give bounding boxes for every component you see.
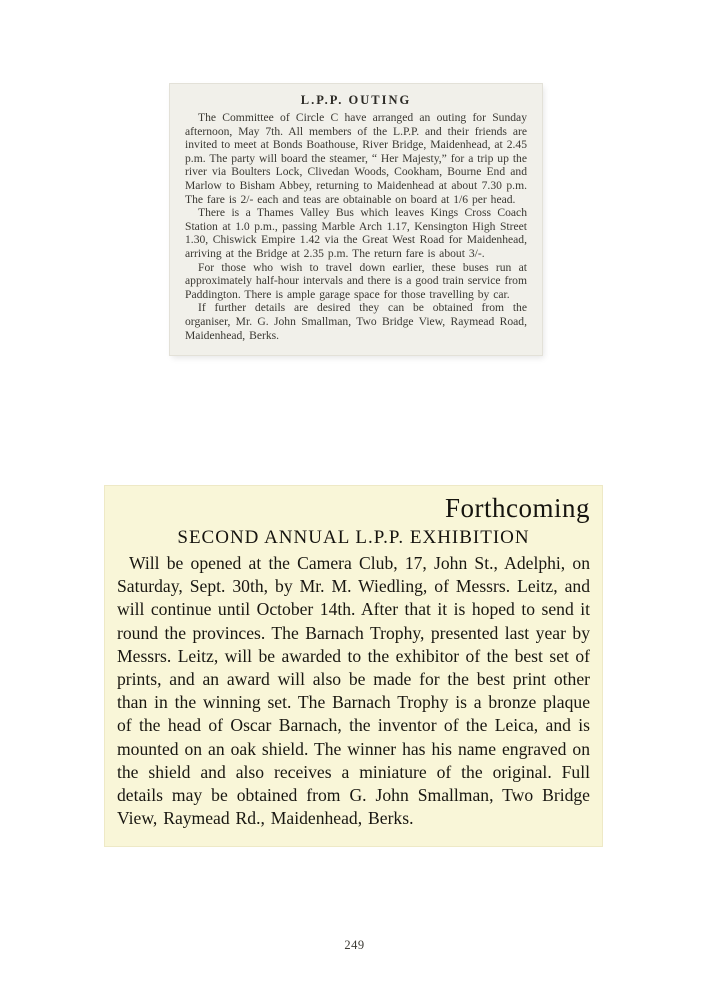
exhibition-body-text: Will be opened at the Camera Club, 17, John St., Adelphi, on Saturday, Sept. 30th, by Mr. M. Wiedling, of Messrs. Leitz, and will continue until October 14th. After that it is hoped to send it round the provinces. The Barnach Trophy, presented last year by Messrs. Leitz, will be awarded to the exhibitor of the best set of prints, and an award will also be made for the best print other than in the winning set. The Barnach Trophy is a bronze plaque of the head of Oscar Barnach, the inventor of the Leica, and is mounted on an oak shield. The winner has his name engraved on the shield and also receives a miniature of the original. Full details may be obtained from G. John Smallman, Two Bridge View, Raymead Rd., Maidenhead, Berks.: [117, 553, 590, 829]
outing-paragraph-1: The Committee of Circle C have arranged an outing for Sunday afternoon, May 7th. All members of the L.P.P. and their friends are invited to meet at Bonds Boathouse, River Bridge, Maidenhead, at 2.45 p.m. The party will board the steamer, “ Her Majesty,” for a trip up the river via Boulters Lock, Clivedan Woods, Cookham, Bourne End and Marlow to Bisham Abbey, returning to Maidenhead at about 7.30 p.m. The fare is 2/- each and teas are obtainable on board at 1/6 per head.: [185, 111, 527, 206]
forthcoming-heading: Forthcoming: [445, 493, 590, 523]
page-number: 249: [344, 938, 365, 952]
outing-paragraph-3: For those who wish to travel down earlier, these buses run at approximately half-hour intervals and there is a good train service from Paddington. There is ample garage space for those travelling by car.: [185, 260, 527, 301]
clipping-outing-title: L.P.P. OUTING: [300, 93, 412, 107]
exhibition-title: SECOND ANNUAL L.P.P. EXHIBITION: [177, 527, 530, 548]
clipping-lpp-outing: [170, 84, 542, 355]
outing-paragraph-2: There is a Thames Valley Bus which leaves Kings Cross Coach Station at 1.0 p.m., passing Marble Arch 1.17, Kensington High Street 1.30, Chiswick Empire 1.42 via the Great West Road for Maidenhead, arriving at the Bridge at 2.35 p.m. The return fare is about 3/-.: [185, 206, 527, 260]
outing-paragraph-4: If further details are desired they can be obtained from the organiser, Mr. G. John Smallman, Two Bridge View, Raymead Road, Maidenhead, Berks.: [185, 301, 527, 342]
clipping-exhibition-notice: [105, 486, 602, 846]
